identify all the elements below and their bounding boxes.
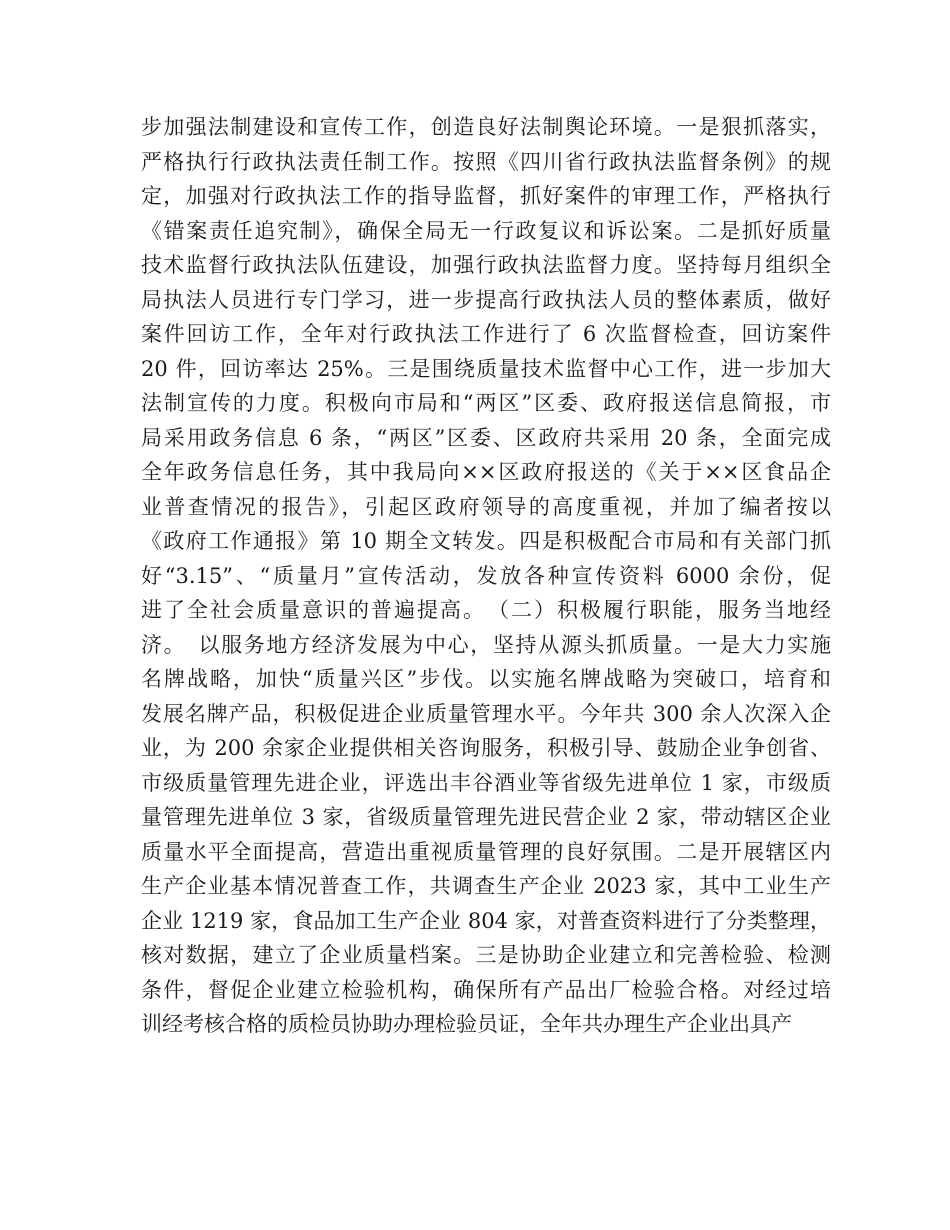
text-line-13: 《政府工作通报》第 10 期全文转发。四是积极配合市局和有关部门抓: [141, 529, 831, 553]
text-line-9: 法制宣传的力度。积极向市局和“两区”区委、政府报送信息简报，市: [141, 391, 831, 415]
text-line-2: 严格执行行政执法责任制工作。按照《四川省行政执法监督条例》的规: [141, 149, 831, 174]
text-line-1: 步加强法制建设和宣传工作，创造良好法制舆论环境。一是狠抓落实，: [141, 115, 831, 139]
text-line-8: 20 件，回访率达 25%。三是围绕质量技术监督中心工作，进一步加大: [141, 356, 831, 381]
text-line-14: 好“3.15”、“质量月”宣传活动，发放各种宣传资料 6000 余份，促: [141, 563, 831, 588]
text-line-19: 业，为 200 余家企业提供相关咨询服务，积极引导、鼓励企业争创省、: [141, 736, 831, 760]
text-line-11: 全年政务信息任务，其中我局向××区政府报送的《关于××区食品企: [141, 460, 831, 484]
text-line-25: 核对数据，建立了企业质量档案。三是协助企业建立和完善检验、检测: [141, 943, 831, 967]
text-line-6: 局执法人员进行专门学习，进一步提高行政执法人员的整体素质，做好: [141, 287, 831, 312]
text-line-12: 业普查情况的报告》，引起区政府领导的高度重视，并加了编者按以: [141, 494, 831, 519]
text-line-10: 局采用政务信息 6 条，“两区”区委、区政府共采用 20 条，全面完成: [141, 425, 831, 450]
text-line-27: 训经考核合格的质检员协助办理检验员证，全年共办理生产企业出具产: [141, 1012, 792, 1036]
document-body: [141, 110, 831, 1042]
text-line-4: 《错案责任追究制》，确保全局无一行政复议和诉讼案。二是抓好质量: [141, 218, 831, 243]
text-line-15: 进了全社会质量意识的普遍提高。 （二）积极履行职能，服务当地经: [141, 598, 831, 622]
text-line-21: 量管理先进单位 3 家，省级质量管理先进民营企业 2 家，带动辖区企业: [141, 805, 831, 829]
text-line-5: 技术监督行政执法队伍建设，加强行政执法监督力度。坚持每月组织全: [141, 253, 831, 277]
text-line-3: 定，加强对行政执法工作的指导监督，抓好案件的审理工作，严格执行: [141, 184, 831, 208]
text-line-7: 案件回访工作，全年对行政执法工作进行了 6 次监督检查，回访案件: [141, 322, 831, 346]
text-line-26: 条件，督促企业建立检验机构，确保所有产品出厂检验合格。对经过培: [141, 977, 831, 1002]
text-line-18: 发展名牌产品，积极促进企业质量管理水平。今年共 300 余人次深入企: [141, 701, 831, 726]
text-line-24: 企业 1219 家，食品加工生产企业 804 家，对普查资料进行了分类整理，: [141, 908, 831, 933]
text-line-20: 市级质量管理先进企业，评选出丰谷酒业等省级先进单位 1 家，市级质: [141, 770, 831, 795]
text-line-23: 生产企业基本情况普查工作，共调查生产企业 2023 家，其中工业生产: [141, 874, 831, 898]
text-line-16: 济。 以服务地方经济发展为中心，坚持从源头抓质量。一是大力实施: [141, 632, 831, 657]
text-line-22: 质量水平全面提高，营造出重视质量管理的良好氛围。二是开展辖区内: [141, 839, 831, 864]
text-line-17: 名牌战略，加快“质量兴区”步伐。以实施名牌战略为突破口，培育和: [141, 667, 831, 691]
